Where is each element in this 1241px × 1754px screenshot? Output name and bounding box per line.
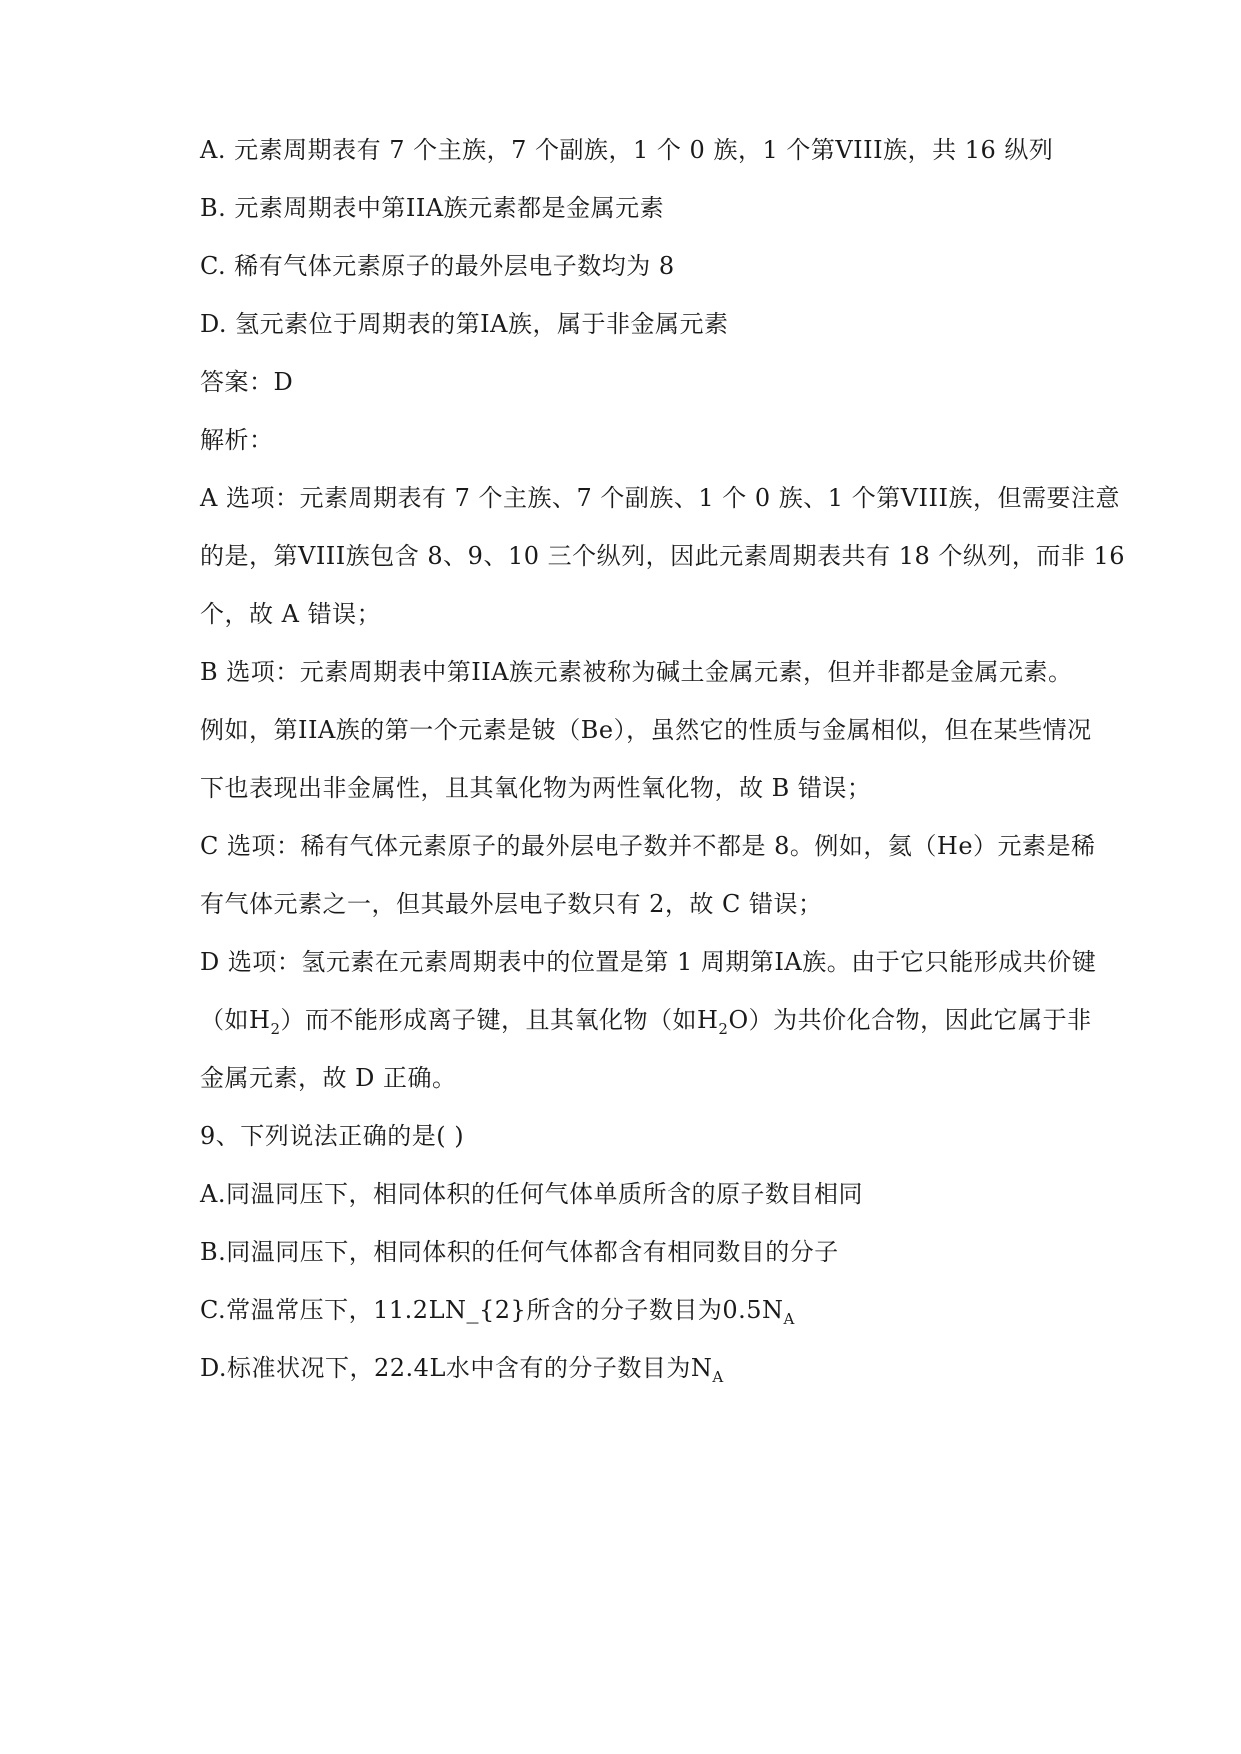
analysis-b-line-2: 例如，第IIA族的第一个元素是铍（Be），虽然它的性质与金属相似，但在某些情况 — [200, 716, 1092, 744]
analysis-d-line-2-part-3: O）为共价化合物，因此它属于非 — [728, 1006, 1092, 1034]
q9-option-b: B.同温同压下，相同体积的任何气体都含有相同数目的分子 — [200, 1238, 839, 1266]
q8-option-a: A. 元素周期表有 7 个主族，7 个副族，1 个 0 族，1 个第VIII族，共 16 纵列 — [200, 136, 1054, 164]
analysis-d-line-1: D 选项：氢元素在元素周期表中的位置是第 1 周期第IA族。由于它只能形成共价键 — [200, 948, 1097, 976]
q8-option-c: C. 稀有气体元素原子的最外层电子数均为 8 — [200, 252, 675, 280]
analysis-b-line-1: B 选项：元素周期表中第IIA族元素被称为碱土金属元素，但并非都是金属元素。 — [200, 658, 1073, 686]
q9-option-c — [200, 1294, 1100, 1326]
subscript-a: A — [712, 1368, 724, 1386]
q8-option-d: D. 氢元素位于周期表的第IA族，属于非金属元素 — [200, 310, 729, 338]
q8-analysis-label: 解析： — [200, 426, 274, 454]
q8-answer: 答案：D — [200, 368, 294, 396]
analysis-a-line-1: A 选项：元素周期表有 7 个主族、7 个副族、1 个 0 族、1 个第VIII族，但需要注意 — [200, 484, 1120, 512]
analysis-d-line-2-part-2: ）而不能形成离子键，且其氧化物（如H — [280, 1006, 719, 1034]
analysis-a-line-3: 个，故 A 错误； — [200, 600, 382, 628]
analysis-d-line-3: 金属元素，故 D 正确。 — [200, 1064, 457, 1092]
subscript-2: 2 — [270, 1020, 281, 1038]
analysis-c-line-2: 有气体元素之一，但其最外层电子数只有 2，故 C 错误； — [200, 890, 823, 918]
q9-option-a: A.同温同压下，相同体积的任何气体单质所含的原子数目相同 — [200, 1180, 863, 1208]
q9-option-d-main: D.标准状况下，22.4L水中含有的分子数目为N — [200, 1354, 713, 1382]
subscript-2: 2 — [718, 1020, 729, 1038]
analysis-d-line-2-part-1: （如H — [200, 1006, 271, 1034]
analysis-b-line-3: 下也表现出非金属性，且其氧化物为两性氧化物，故 B 错误； — [200, 774, 872, 802]
q9-stem: 9、下列说法正确的是( ) — [200, 1122, 465, 1150]
analysis-a-line-2: 的是，第VIII族包含 8、9、10 三个纵列，因此元素周期表共有 18 个纵列，而非 16 — [200, 542, 1126, 570]
q9-option-c-main: C.常温常压下，11.2LN_{2}所含的分子数目为0.5N — [200, 1296, 784, 1324]
q9-option-d — [200, 1352, 1100, 1384]
analysis-d-line-2 — [200, 1004, 1100, 1036]
subscript-a: A — [783, 1310, 795, 1328]
analysis-c-line-1: C 选项：稀有气体元素原子的最外层电子数并不都是 8。例如，氦（He）元素是稀 — [200, 832, 1096, 860]
q8-option-b: B. 元素周期表中第IIA族元素都是金属元素 — [200, 194, 665, 222]
